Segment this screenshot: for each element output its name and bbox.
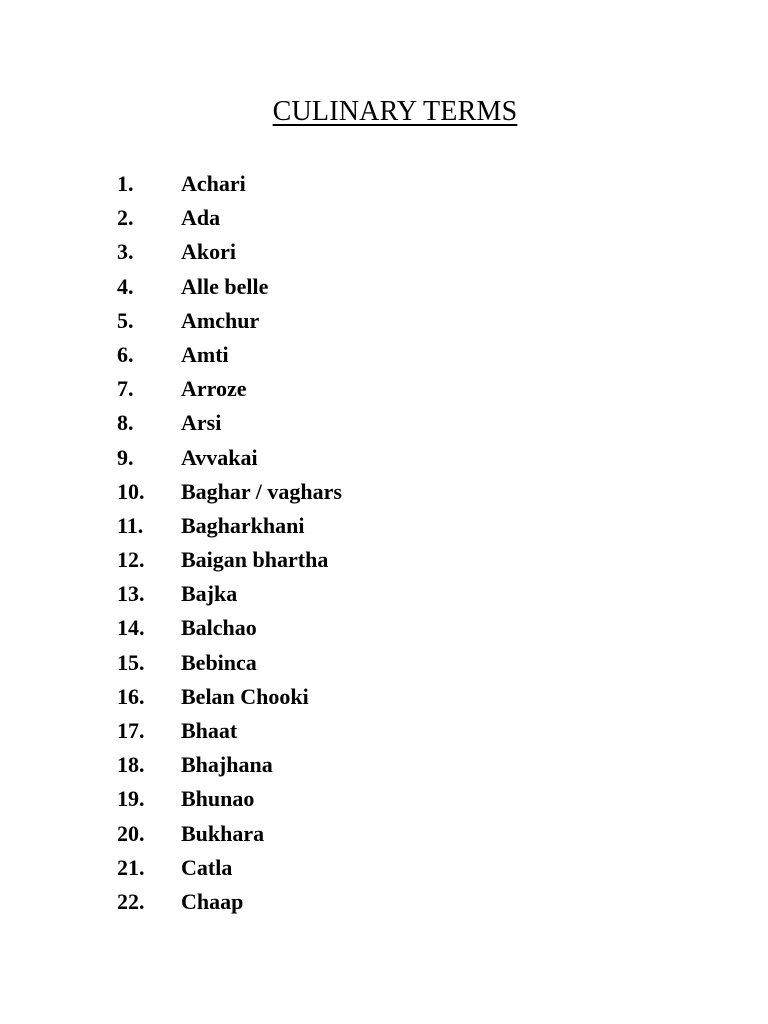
term-list-item: [117, 270, 342, 304]
term-number: 2.: [117, 205, 134, 231]
term-text: Bebinca: [181, 649, 257, 675]
term-list-item: [117, 372, 342, 406]
term-text: Belan Chooki: [181, 683, 309, 709]
term-list-item: [117, 748, 342, 782]
term-text: Catla: [181, 854, 233, 880]
term-text: Bhaat: [181, 718, 238, 743]
term-list-item: [117, 475, 342, 509]
term-list-item: [117, 235, 342, 269]
term-text: Bukhara: [181, 820, 265, 846]
term-list-item: [117, 782, 342, 816]
term-text: Amchur: [181, 307, 260, 333]
term-number: 17.: [117, 718, 145, 743]
term-number: 18.: [117, 752, 145, 778]
term-number: 9.: [117, 444, 134, 470]
term-text: Bajka: [181, 581, 238, 607]
term-text: Bagharkhani: [181, 512, 305, 538]
term-list-item: [117, 167, 342, 201]
term-number: 21.: [117, 854, 145, 880]
term-number: 7.: [117, 376, 134, 402]
term-number: 11.: [117, 512, 144, 538]
term-list-item: [117, 646, 342, 680]
term-number: 19.: [117, 786, 145, 812]
term-list-item: [117, 885, 342, 919]
term-list-item: [117, 304, 342, 338]
term-list-item: [117, 577, 342, 611]
term-number: 8.: [117, 410, 134, 436]
term-number: 10.: [117, 478, 145, 504]
term-text: Bhunao: [181, 786, 255, 812]
term-number: 15.: [117, 649, 145, 675]
term-text: Arroze: [181, 376, 247, 402]
term-list-item: [117, 338, 342, 372]
term-text: Chaap: [181, 888, 244, 914]
term-list-item: [117, 201, 342, 235]
term-text: Avvakai: [181, 444, 258, 470]
term-number: 6.: [117, 341, 134, 367]
term-number: 12.: [117, 547, 145, 573]
term-text: Akori: [181, 239, 236, 265]
term-number: 22.: [117, 888, 145, 914]
term-text: Baigan bhartha: [181, 547, 329, 573]
term-text: Ada: [181, 205, 221, 231]
term-list-item: [117, 611, 342, 645]
term-list-item: [117, 680, 342, 714]
term-number: 1.: [117, 171, 134, 196]
term-list-item: [117, 441, 342, 475]
term-text: Bhajhana: [181, 752, 273, 778]
term-number: 14.: [117, 615, 145, 641]
term-list-item: [117, 509, 342, 543]
term-number: 3.: [117, 239, 134, 265]
term-text: Baghar / vaghars: [181, 478, 342, 504]
term-text: Balchao: [181, 615, 257, 641]
term-text: Arsi: [181, 410, 222, 436]
term-list-item: [117, 851, 342, 885]
term-number: 20.: [117, 820, 145, 846]
term-text: Alle belle: [181, 273, 269, 299]
term-list-item: [117, 714, 342, 748]
term-list-item: [117, 543, 342, 577]
term-number: 16.: [117, 683, 145, 709]
term-list-item: [117, 406, 342, 440]
term-text: Amti: [181, 341, 229, 367]
term-list-item: [117, 817, 342, 851]
culinary-terms-list: [117, 167, 342, 919]
term-number: 13.: [117, 581, 145, 607]
term-text: Achari: [181, 171, 246, 196]
term-number: 5.: [117, 307, 134, 333]
document-title: CULINARY TERMS: [272, 96, 518, 127]
term-number: 4.: [117, 273, 134, 299]
